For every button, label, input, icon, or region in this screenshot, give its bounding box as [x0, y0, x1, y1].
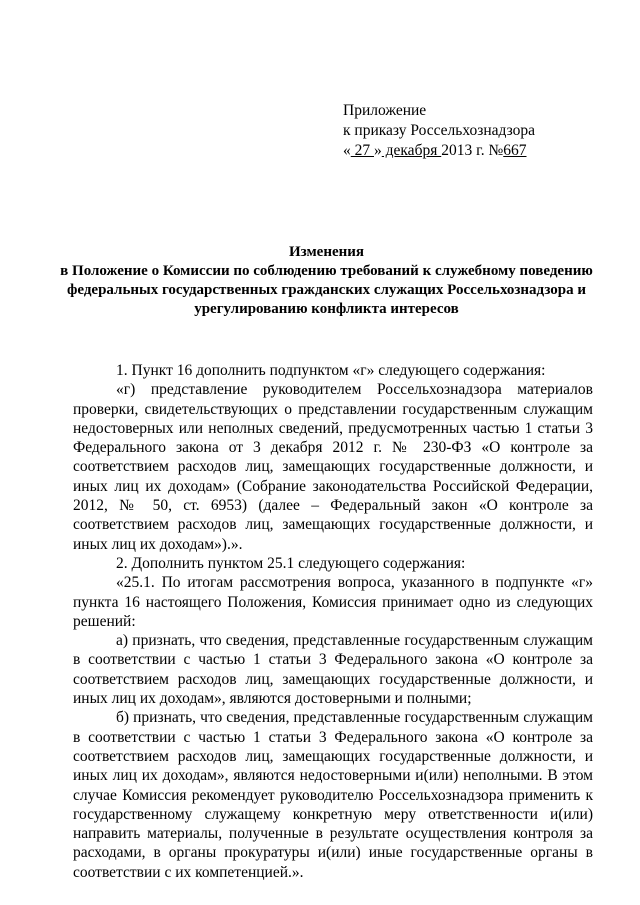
paragraph-subitem-g: «г) представление руководителем Россельхознадзора материалов проверки, свидетельствующих о представлении государственным служащим недостоверных или неполных сведений, предусмотренных частью 1 статьи 3 Федерального закона от 3 декабря 2012 г. № 230-ФЗ «О контроле за соответствием расходов лиц, замещающих государственные должности, и иных лиц их доходам» (Собрание законодательства Российской Федерации, 2012, № 50, ст. 6953) (далее – Федеральный закон «О контроле за соответствием расходов лиц, замещающих государственные должности, и иных лиц их доходам»).».	[73, 381, 593, 553]
number-sign: №	[488, 142, 504, 159]
order-date-number	[343, 141, 535, 161]
paragraph-item-1: 1. Пункт 16 дополнить подпунктом «г» следующего содержания:	[116, 362, 546, 379]
paragraph-decision-a: а) признать, что сведения, представленные государственным служащим в соответствии с частью 1 статьи 3 Федерального закона «О контроле за соответствием расходов лиц, замещающих государственные должности, и иных лиц их доходам», являются достоверными и полными;	[73, 632, 593, 708]
document-title	[60, 243, 593, 319]
paragraph-item-2: 2. Дополнить пунктом 25.1 следующего содержания:	[116, 554, 466, 572]
document-body	[73, 361, 593, 882]
date-day: 27	[350, 142, 374, 159]
appendix-label: Приложение	[343, 102, 427, 119]
date-close-quote: »	[374, 142, 382, 159]
order-reference: к приказу Россельхознадзора	[343, 122, 536, 139]
appendix-header	[343, 101, 535, 161]
order-number: 667	[503, 142, 527, 159]
title-heading: Изменения	[288, 244, 365, 260]
paragraph-25-1: «25.1. По итогам рассмотрения вопроса, указанного в подпункте «г» пункта 16 настоящего Положения, Комиссия принимает одно из следующих решений:	[73, 574, 593, 630]
paragraph-decision-b: б) признать, что сведения, представленные государственным служащим в соответствии с частью 1 статьи 3 Федерального закона «О контроле за соответствием расходов лиц, замещающих государственные должности, и иных лиц их доходам», являются недостоверными и(или) неполными. В этом случае Комиссия рекомендует руководителю Россельхознадзора применить к государственному служащему конкретную меру ответственности и(или) направить материалы, полученные в результате осуществления контроля за расходами, в органы прокуратуры и(или) иные государственные органы в соответствии с их компетенцией.».	[73, 709, 593, 881]
date-month: декабря	[381, 142, 442, 159]
title-subject: в Положение о Комиссии по соблюдению требований к служебному поведению федеральных государственных гражданских служащих Россельхознадзора и урегулированию конфликта интересов	[60, 263, 593, 317]
date-open-quote: «	[343, 142, 351, 159]
date-year: 2013 г.	[441, 142, 489, 159]
